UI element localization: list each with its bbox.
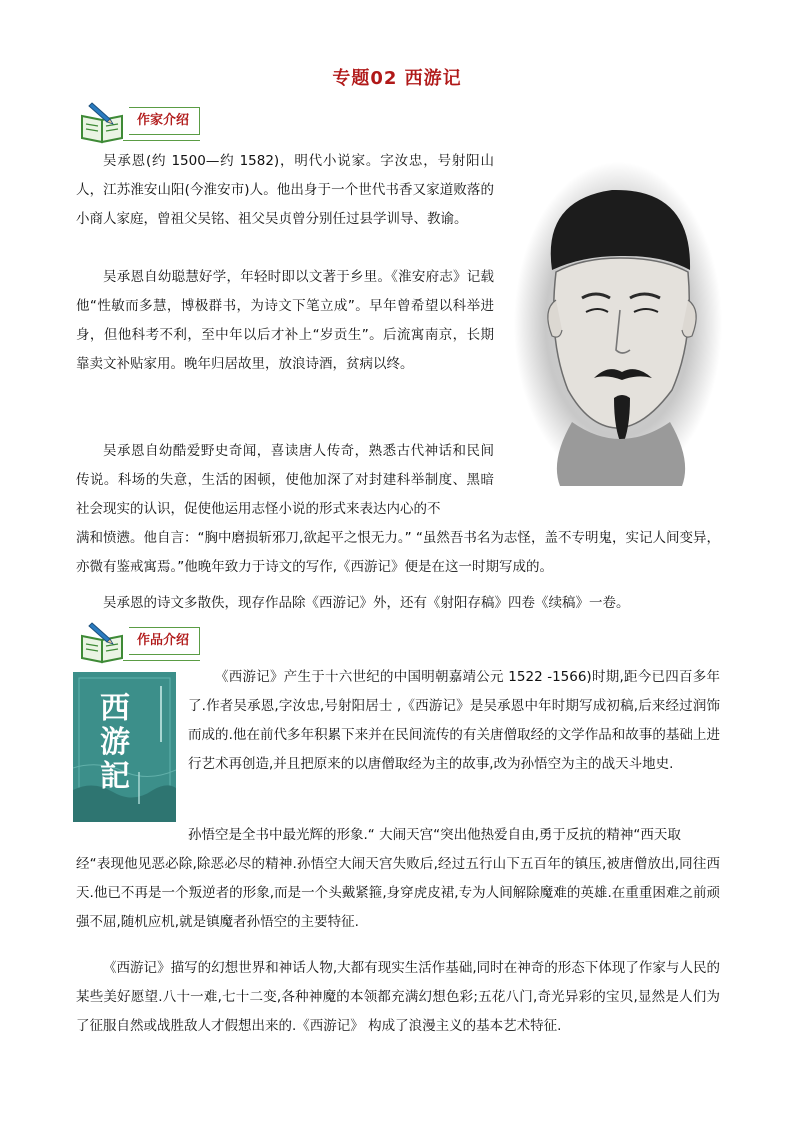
book-pencil-icon <box>79 620 125 664</box>
book-pencil-icon <box>79 100 125 144</box>
book-cover-image <box>73 672 176 822</box>
section-header-author <box>79 100 219 144</box>
paragraph: 《西游记》产生于十六世纪的中国明朝嘉靖公元 1522 -1566)时期,距今已四百多年了.作者吴承恩,字汝忠,号射阳居士 ,《西游记》是吴承恩中年时期写成初稿,后来经过润饰而成的.他在前代多年积累下来并在民间流传的有关唐僧取经的文学作品和故事的基础上进行艺术再创造,并且把原来的以唐僧取经为主的故事,改为孙悟空为主的战天斗地史. <box>188 669 720 772</box>
paragraph: 《西游记》描写的幻想世界和神话人物,大都有现实生活作基础,同时在神奇的形态下体现了作家与人民的某些美好愿望.八十一难,七十二变,各种神魔的本领都充满幻想色彩;五花八门,奇光异彩的宝贝,显然是人们为了征服自然或战胜敌人才假想出来的.《西游记》 构成了浪漫主义的基本艺术特征. <box>76 960 720 1034</box>
cover-title-char: 記 <box>100 759 130 794</box>
section-header-work <box>79 620 219 664</box>
author-portrait <box>512 160 724 488</box>
paragraph: 吴承恩的诗文多散佚，现存作品除《西游记》外，还有《射阳存稿》四卷《续稿》一卷。 <box>103 595 630 611</box>
cover-title-char: 西 <box>100 691 130 726</box>
paragraph: 经“表现他见恶必除,除恶必尽的精神.孙悟空大闹天宫失败后,经过五行山下五百年的镇压,被唐僧放出,同往西天.他已不再是一个叛逆者的形象,而是一个头戴紧箍,身穿虎皮裙,专为人间解除魔难的英雄.在重重困难之前顽强不屈,随机应机,就是镇魔者孙悟空的主要特征. <box>76 856 720 930</box>
paragraph: 吴承恩自幼聪慧好学，年轻时即以文著于乡里。《淮安府志》记载他“性敏而多慧，博极群书，为诗文下笔立成”。早年曾希望以科举进身，但他科考不利，至中年以后才补上“岁贡生”。后流寓南京，长期靠卖文补贴家用。晚年归居故里，放浪诗酒，贫病以终。 <box>76 269 494 372</box>
paragraph: 孙悟空是全书中最光辉的形象.“ 大闹天宫“突出他热爱自由,勇于反抗的精神“西天取 <box>188 827 681 843</box>
section-header-label: 作家介绍 <box>129 107 200 135</box>
page-title: 专题02 西游记 <box>332 68 462 89</box>
paragraph: 吴承恩(约 1500—约 1582)，明代小说家。字汝忠，号射阳山人，江苏淮安山阳(今淮安市)人。他出身于一个世代书香又家道败落的小商人家庭，曾祖父吴铭、祖父吴贞曾分别任过县学训导、教谕。 <box>76 153 494 227</box>
paragraph: 满和愤懑。他自言：“胸中磨损斩邪刀,欲起平之恨无力。” “虽然吾书名为志怪，盖不专明鬼，实记人间变异，亦微有鉴戒寓焉。”他晚年致力于诗文的写作,《西游记》便是在这一时期写成的。 <box>76 530 720 575</box>
cover-title-char: 游 <box>100 725 130 760</box>
section-header-label: 作品介绍 <box>129 627 200 655</box>
paragraph: 吴承恩自幼酷爱野史奇闻，喜读唐人传奇，熟悉古代神话和民间传说。科场的失意，生活的困顿，使他加深了对封建科举制度、黑暗社会现实的认识，促使他运用志怪小说的形式来表达内心的不 <box>76 443 494 517</box>
